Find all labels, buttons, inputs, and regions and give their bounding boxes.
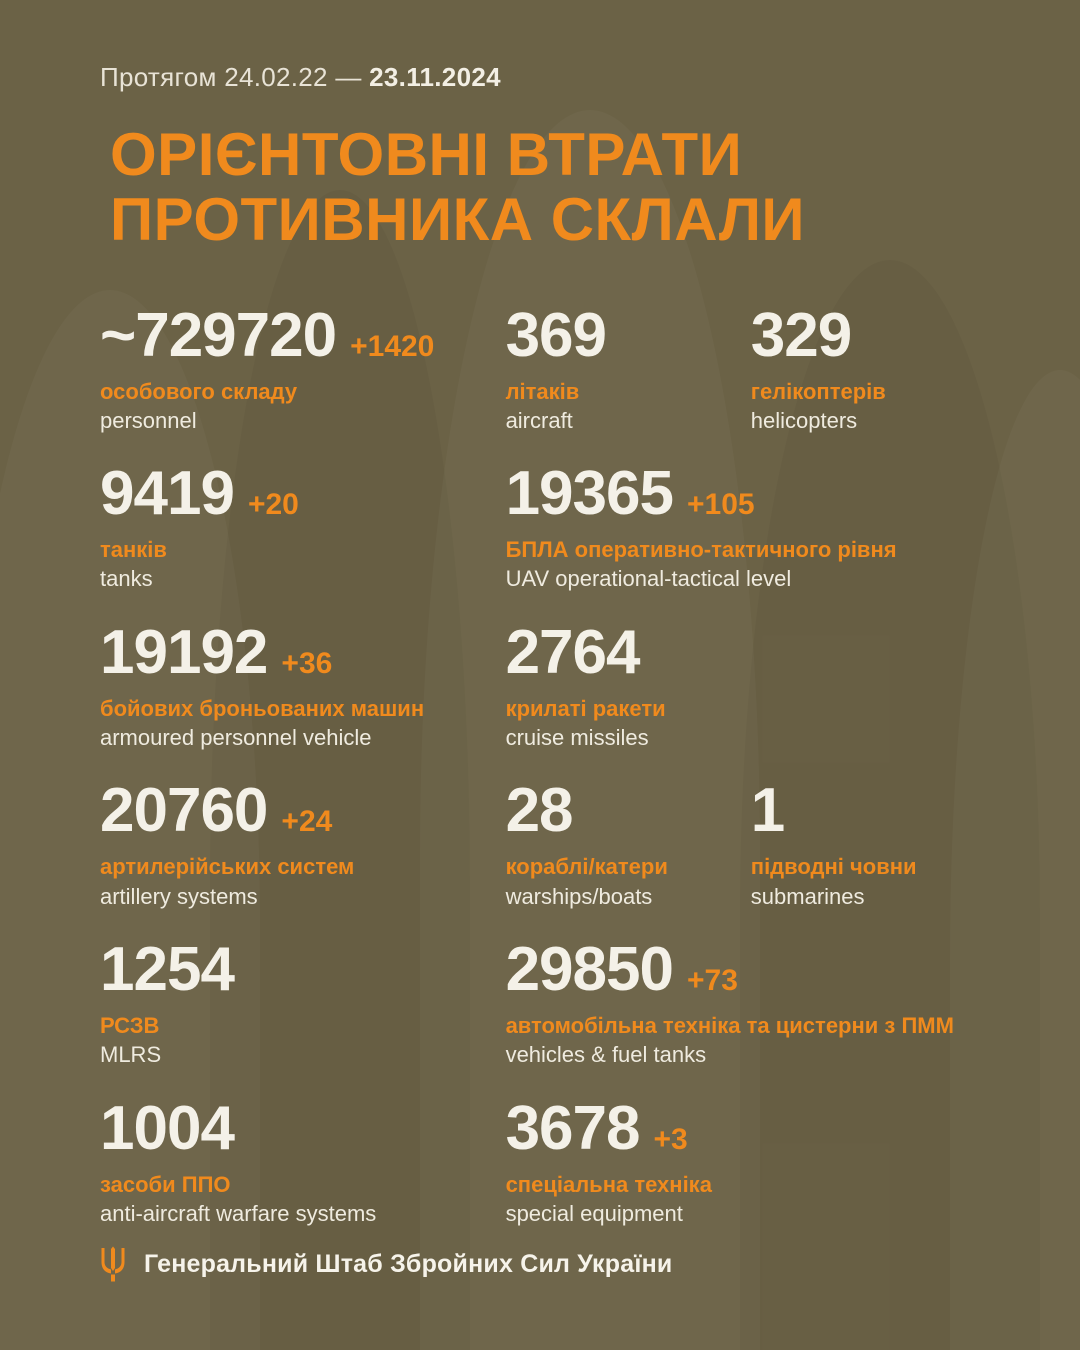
stat-value: 2764 — [505, 617, 640, 687]
stat-value: 29850 — [505, 934, 673, 1004]
stat-row — [100, 300, 996, 434]
stat-value: 28 — [505, 776, 573, 846]
stat-item-vehicles-fuel-tanks — [505, 934, 996, 1068]
losses-grid — [100, 300, 996, 1227]
stat-value: 9419 — [100, 459, 234, 529]
stat-value: 19192 — [100, 617, 268, 687]
stat-item-submarines — [750, 776, 996, 909]
stat-item-aircraft — [505, 300, 751, 434]
stat-delta: +105 — [686, 488, 755, 522]
stat-value: ~729720 — [100, 300, 337, 370]
period-prefix: Протягом 24.02.22 — — [100, 62, 362, 92]
stat-row — [100, 934, 996, 1068]
stat-delta: +20 — [247, 488, 299, 522]
stat-row — [100, 1093, 996, 1227]
stat-value: 369 — [505, 300, 607, 370]
stat-label-en: special equipment — [505, 1200, 683, 1226]
stat-label-en: aircraft — [505, 407, 573, 433]
stat-label-en: vehicles & fuel tanks — [505, 1042, 707, 1068]
stat-label-ua: літаків — [505, 378, 580, 404]
stat-label-en: MLRS — [100, 1042, 162, 1068]
stat-row — [100, 459, 996, 592]
stat-item-tanks — [100, 459, 506, 592]
stat-item-uav — [505, 459, 996, 592]
stat-label-ua: БПЛА оперативно-тактичного рівня — [505, 537, 897, 563]
stat-label-en: tanks — [100, 566, 153, 592]
stat-label-ua: кораблі/катери — [505, 854, 668, 880]
stat-label-en: warships/boats — [505, 883, 653, 909]
stat-delta: +36 — [281, 646, 333, 680]
stat-item-special-equipment — [505, 1093, 996, 1227]
stat-item-air-defence — [100, 1093, 506, 1227]
stat-item-apv — [100, 617, 506, 751]
period-date: 23.11.2024 — [369, 62, 501, 92]
stat-row — [100, 617, 996, 751]
stat-label-en: personnel — [100, 407, 197, 433]
trident-icon — [100, 1246, 126, 1282]
footer — [100, 1246, 672, 1282]
stat-value: 329 — [750, 300, 852, 370]
footer-text: Генеральний Штаб Збройних Сил України — [144, 1249, 673, 1278]
stat-item-helicopters — [750, 300, 996, 434]
stat-label-ua: артилерійських систем — [100, 854, 355, 880]
stat-delta: +24 — [281, 805, 333, 839]
stat-label-en: cruise missiles — [505, 725, 649, 751]
stat-item-personnel — [100, 300, 506, 434]
stat-label-ua: гелікоптерів — [750, 378, 886, 404]
page-title-line2: ПРОТИВНИКА СКЛАЛИ — [110, 185, 806, 253]
stat-label-ua: автомобільна техніка та цистерни з ПММ — [505, 1012, 954, 1038]
stat-value: 1004 — [100, 1093, 234, 1163]
stat-label-ua: спеціальна техніка — [505, 1171, 712, 1197]
stat-label-ua: танків — [100, 537, 167, 563]
stat-label-en: helicopters — [750, 407, 858, 433]
stat-value: 1254 — [100, 934, 234, 1004]
stat-label-en: artillery systems — [100, 883, 258, 909]
stat-label-en: armoured personnel vehicle — [100, 725, 372, 751]
stat-value: 3678 — [505, 1093, 640, 1163]
stat-item-artillery — [100, 776, 506, 909]
stat-label-ua: підводні човни — [750, 854, 917, 880]
stat-label-en: anti-aircraft warfare systems — [100, 1200, 377, 1226]
page-title — [110, 123, 996, 253]
stat-value: 1 — [750, 776, 785, 846]
stat-label-en: UAV operational-tactical level — [505, 566, 792, 592]
stat-row — [100, 776, 996, 909]
stat-value: 20760 — [100, 776, 268, 846]
stat-label-ua: засоби ППО — [100, 1171, 231, 1197]
stat-label-en: submarines — [750, 883, 865, 909]
page-title-line1: ОРІЄНТОВНІ ВТРАТИ — [110, 121, 743, 188]
stat-label-ua: крилаті ракети — [505, 695, 666, 721]
stat-delta: +3 — [653, 1122, 688, 1156]
stat-label-ua: особового складу — [100, 378, 298, 404]
stat-item-cruise-missiles — [505, 617, 996, 751]
stat-delta: +1420 — [350, 329, 435, 363]
stat-item-warships — [505, 776, 751, 909]
stat-value: 19365 — [505, 459, 673, 529]
stat-delta: +73 — [686, 963, 738, 997]
stat-label-ua: бойових броньованих машин — [100, 695, 425, 721]
report-period — [100, 62, 996, 93]
stat-label-ua: РСЗВ — [100, 1012, 160, 1038]
stat-item-mlrs — [100, 934, 506, 1068]
